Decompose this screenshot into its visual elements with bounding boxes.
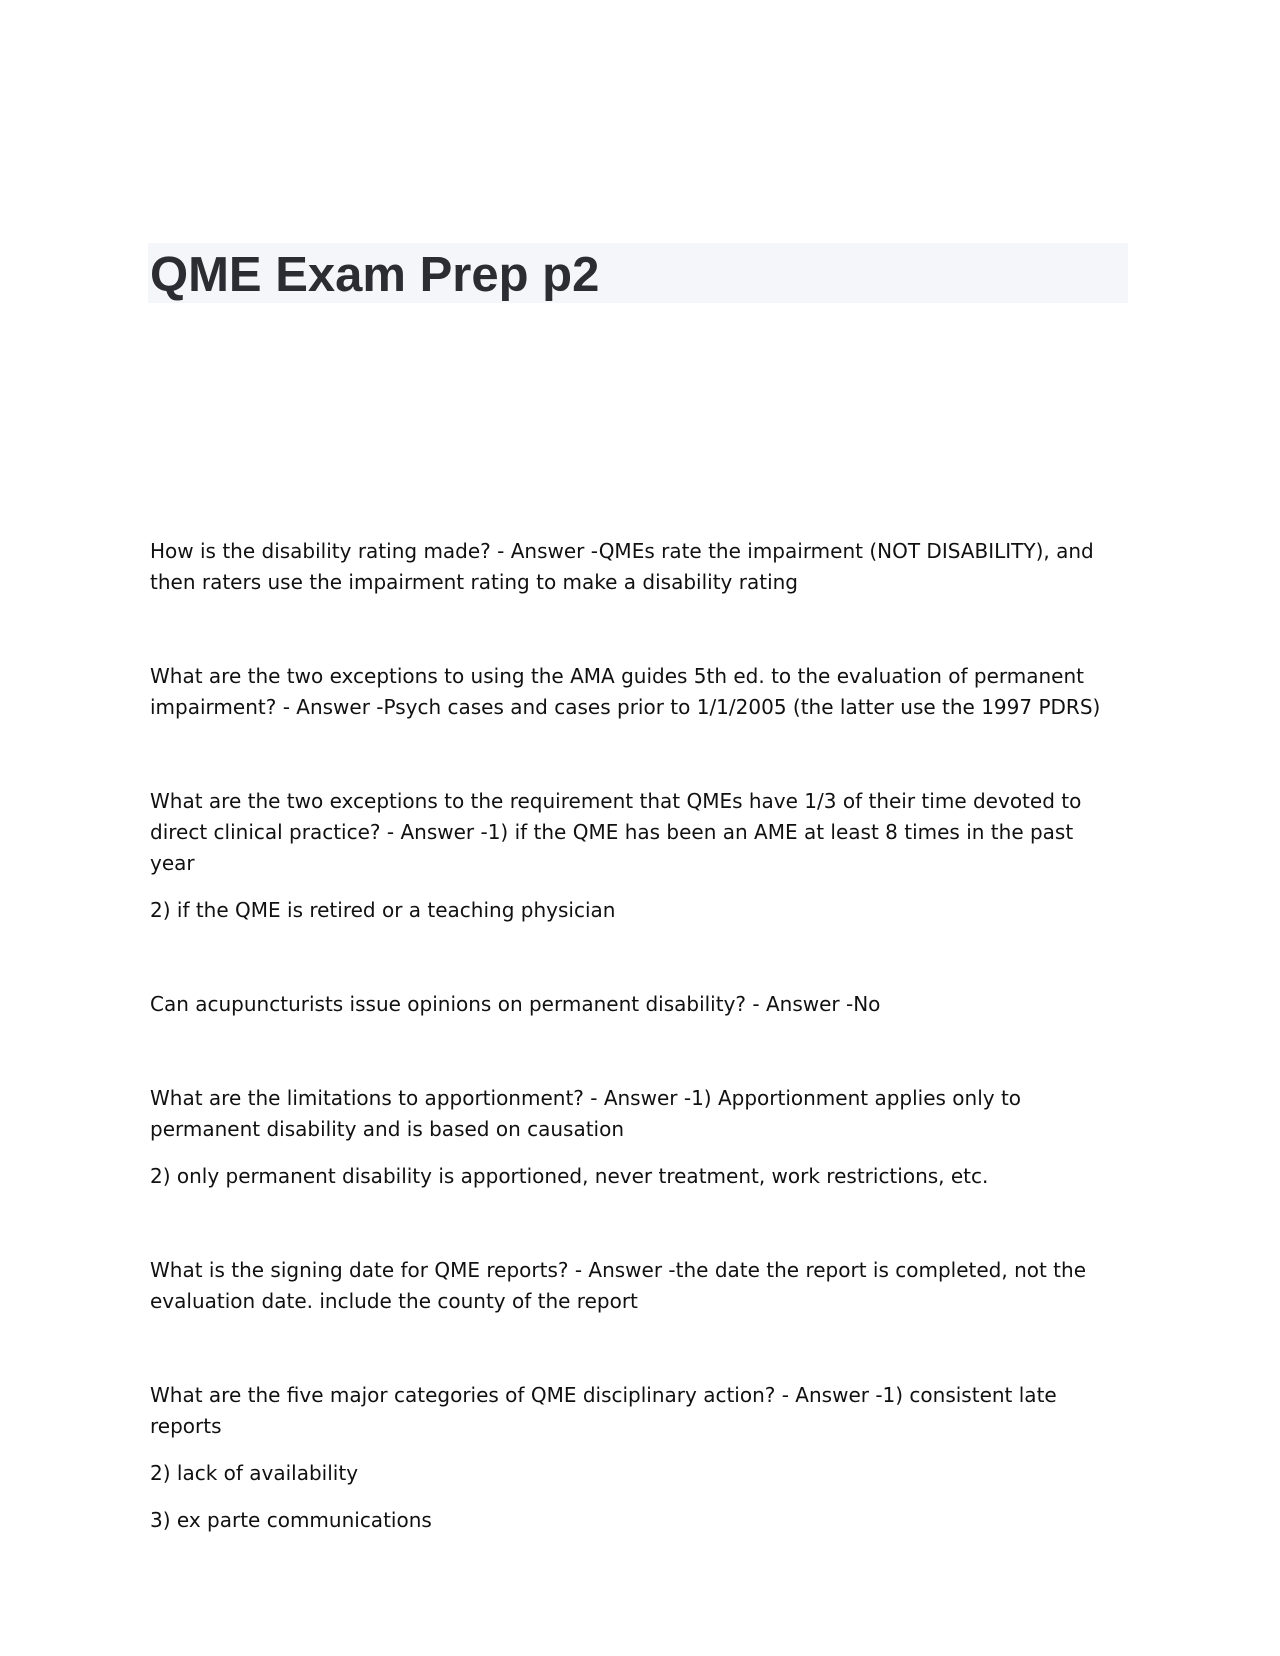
qa-text: Can acupuncturists issue opinions on permanent disability? - Answer -No (150, 992, 881, 1016)
qa-item (150, 786, 1110, 926)
title-banner (148, 243, 1128, 303)
qa-text: What are the two exceptions to using the AMA guides 5th ed. to the evaluation of permanent impairment? - Answer -Psych cases and cases prior to 1/1/2005 (the latter use the 1997 PDRS) (150, 664, 1101, 719)
qa-item (150, 989, 1110, 1020)
qa-item (150, 1083, 1110, 1192)
qa-text: What is the signing date for QME reports? - Answer -the date the report is completed, not the evaluation date. include the county of the report (150, 1258, 1086, 1313)
qa-text: What are the limitations to apportionment? - Answer -1) Apportionment applies only to permanent disability and is based on causation (150, 1086, 1022, 1141)
page-title: QME Exam Prep p2 (150, 248, 600, 302)
qa-item (150, 661, 1110, 723)
qa-item (150, 1255, 1110, 1317)
qa-item (150, 1380, 1110, 1536)
qa-answer-continuation: 3) ex parte communications (150, 1508, 432, 1532)
qa-text: How is the disability rating made? - Answer -QMEs rate the impairment (NOT DISABILITY), and then raters use the impairment rating to make a disability rating (150, 539, 1094, 594)
qa-answer-continuation: 2) lack of availability (150, 1461, 359, 1485)
qa-text: What are the two exceptions to the requirement that QMEs have 1/3 of their time devoted to direct clinical practice? - Answer -1) if the QME has been an AME at least 8 times in the past year (150, 789, 1082, 875)
qa-answer-continuation: 2) if the QME is retired or a teaching physician (150, 898, 616, 922)
qa-answer-continuation: 2) only permanent disability is apportioned, never treatment, work restrictions, etc. (150, 1164, 989, 1188)
qa-list (150, 536, 1110, 1599)
qa-item (150, 536, 1110, 598)
qa-text: What are the five major categories of QME disciplinary action? - Answer -1) consistent late reports (150, 1383, 1057, 1438)
